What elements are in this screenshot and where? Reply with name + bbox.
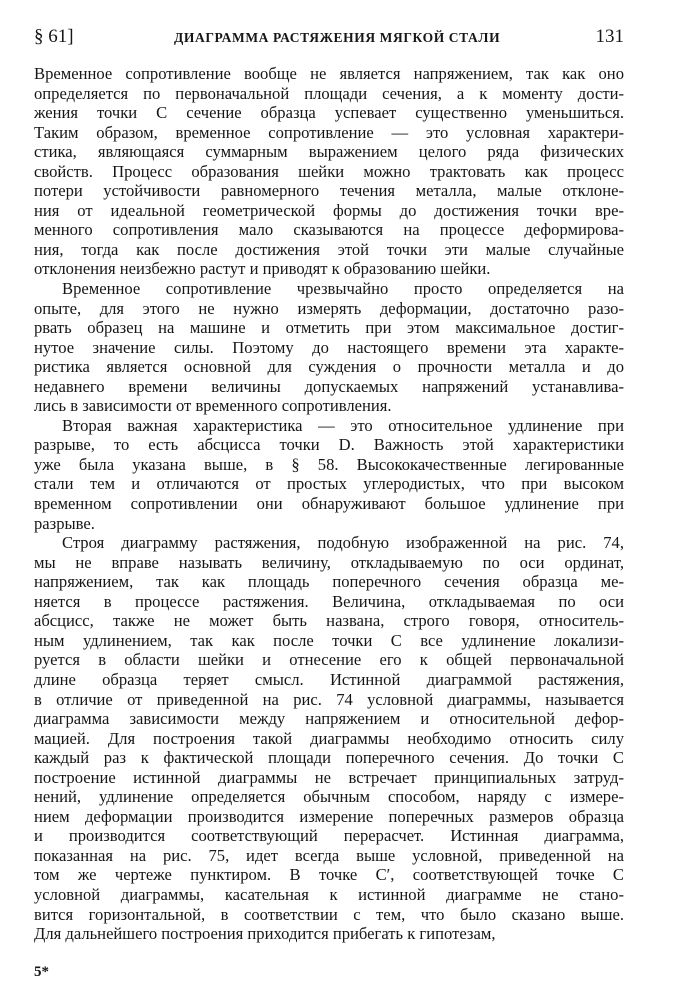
text-line: руется в области шейки и отнесение его к общей первоначальной [34,650,624,670]
running-header [34,26,624,52]
text-line: нений, удлинение определяется обычным способом, наряду с измере- [34,787,624,807]
text-line: Временное сопротивление чрезвычайно просто определяется на [62,279,624,299]
text-line: менного сопротивления мало сказываются на процессе деформирова- [34,220,624,240]
text-line: построение истинной диаграммы не встречает принципиальных затруд- [34,767,624,787]
text-line: няется в процессе растяжения. Величина, откладываемая по оси [34,591,624,611]
text-line: ния от идеальной геометрической формы до достижения точки вре- [34,200,624,220]
page-number: 131 [595,26,624,47]
text-line: опыте, для этого не нужно измерять деформации, достаточно разо- [34,298,624,318]
text-line: стали тем и отличаются от простых углеродистых, что при высоком [34,474,624,494]
text-line: отклонения неизбежно растут и приводят к образованию шейки. [34,259,491,279]
text-line: лись в зависимости от временного сопротивления. [34,396,392,416]
running-title: ДИАГРАММА РАСТЯЖЕНИЯ МЯГКОЙ СТАЛИ [174,30,501,45]
text-line: Временное сопротивление вообще не является напряжением, так как оно [34,64,624,83]
text-line: абсцисс, также не может быть названа, строго говоря, относитель- [34,611,624,631]
text-line: Вторая важная характеристика — это относительное удлинение при [62,415,624,435]
text-line: диаграмма зависимости между напряжением и относительной дефор- [34,709,624,729]
text-line: определяется по первоначальной площади сечения, а к моменту дости- [34,83,624,103]
text-line: рвать образец на машине и отметить при этом максимальное достиг- [34,318,624,338]
text-line: жения точки C сечение образца успевает существенно уменьшиться. [34,103,624,123]
text-line: ристика является основной для суждения о прочности металла и до [34,357,624,377]
printer-signature: 5* [34,964,49,980]
text-line: показанная на рис. 75, идет всегда выше условной, приведенной на [34,845,624,865]
text-line: свойств. Процесс образования шейки можно трактовать как процесс [34,161,624,181]
text-line: разрыве. [34,513,95,533]
text-line: ния, тогда как после достижения этой точки эти малые случайные [34,239,624,259]
paragraph [34,279,624,416]
text-line: каждый раз к фактической площади поперечного сечения. До точки C [34,748,624,768]
text-line: ным удлинением, так как после точки C все удлинение локализи- [34,630,624,650]
text-line: недавнего времени величины допускаемых напряжений устанавлива- [34,376,624,396]
text-line: том же чертеже пунктиром. В точке C′, соответствующей точке C [34,865,624,885]
text-line: и производится соответствующий перерасчет. Истинная диаграмма, [34,826,624,846]
text-line: уже была указана выше, в § 58. Высококачественные легированные [34,454,624,474]
text-line: мы не вправе называть величину, откладываемую по оси ординат, [34,552,624,572]
text-line: в отличие от приведенной на рис. 74 условной диаграммы, называется [34,689,624,709]
text-line: Строя диаграмму растяжения, подобную изображенной на рис. 74, [62,533,624,553]
body-text [34,64,624,944]
text-line: стика, являющаяся суммарным выражением целого ряда физических [34,142,624,162]
text-line: потери устойчивости равномерного течения металла, малые отклоне- [34,181,624,201]
text-line: условной диаграммы, касательная к истинной диаграмме не стано- [34,884,624,904]
paragraph [34,64,624,279]
text-line: нутое значение силы. Поэтому до настоящего времени эта характе- [34,337,624,357]
paragraph [34,416,624,533]
text-line: временном сопротивлении они обнаруживают большое удлинение при [34,494,624,514]
text-line: нием деформации производится измерение поперечных размеров образца [34,806,624,826]
text-line: Таким образом, временное сопротивление — это условная характери- [34,122,624,142]
text-line: напряжением, так как площадь поперечного сечения образца ме- [34,572,624,592]
section-reference: § 61] [34,26,74,47]
text-line: разрыве, то есть абсцисса точки D. Важность этой характеристики [34,435,624,455]
text-line: длине образца теряет смысл. Истинной диаграммой растяжения, [34,669,624,689]
text-line: вится горизонтальной, в соответствии с тем, что было сказано выше. [34,904,624,924]
text-line: Для дальнейшего построения приходится прибегать к гипотезам, [34,924,496,944]
paragraph [34,533,624,943]
text-line: мацией. Для построения такой диаграммы необходимо относить силу [34,728,624,748]
